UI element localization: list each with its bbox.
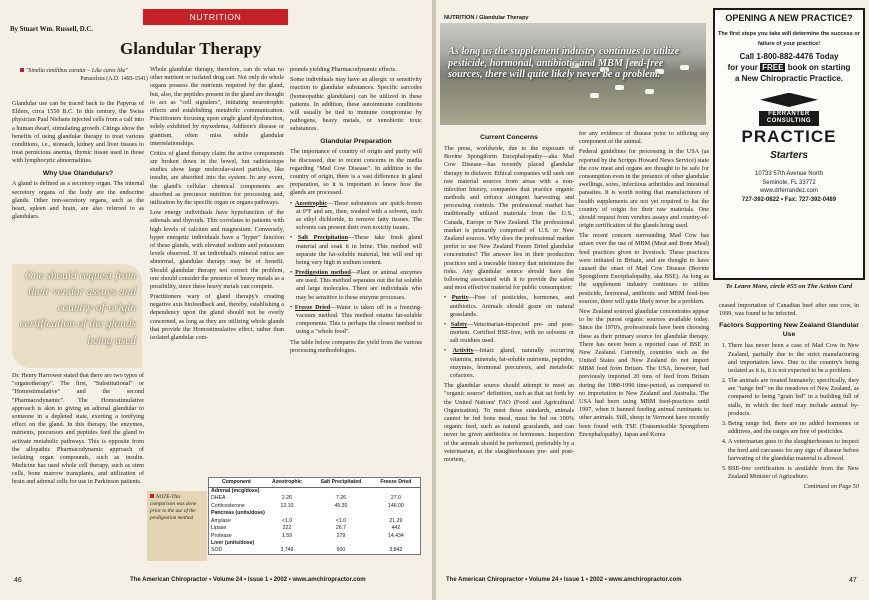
list-item: • Activity—Intact gland, naturally occurring vitamins, minerals, fat-soluble nutrients, peptides, enzymes, hormonal precursors, and metabolic cofactors. bbox=[444, 347, 575, 380]
paragraph: for any evidence of disease prior to utilizing any component of the animal. bbox=[579, 130, 709, 146]
paragraph: Critics of gland therapy claim the active components are broken down in the bowel, but radioisotope studies show large molecular-sized particles, like insulin, are absorbed into the system. In any event, the gland's cellular chemical components are absorbed as precursor nutrition for processing and, utilization by the specific organ or organs pathways. bbox=[150, 149, 284, 206]
practice-starters-ad[interactable] bbox=[713, 8, 865, 280]
paragraph: Low energy individuals have hypofunction of the adrenals and thyroids. This correlates to patients with high levels of calcium and magnesium. Conversely, hyper energetic individuals have a "hyper" function of these glands, with elevated sodium and potassium levels observed. If an individual's mineral ratios are abnormal, glandular therapy may be of benefit. Should glandular therapy not correct the problem, one should consider the presence of heavy metals as a possibility, since these heavy metals can compete. bbox=[150, 209, 284, 290]
list-item: • Predigestion method—Plant or animal enzymes are used. This method separates out the fat soluble and large molecules. There are individuals who may be sensitive to these enzyme processes. bbox=[290, 269, 422, 301]
column-2 bbox=[150, 66, 284, 344]
table-section-row: Adrenal (mcg/dose) bbox=[211, 487, 260, 494]
paragraph: Practitioners wary of gland therapy's creating negative axis biofeedback and, thereby, establishing a dependency upon the gland should not be overly concerned, as long as they are utilizing whole glands that provide the Homostimulative effect, rather than isolated glandular com- bbox=[150, 293, 284, 341]
paragraph: The importance of country of origin and purity will be discussed, due to recent concerns in the media regarding "Mad Cow Disease". In addition to the country of origin, there is a vast difference in gland preparation, so it is important to know how the glands are processed. bbox=[290, 148, 422, 197]
list-item: 2. The animals are treated humanely; specifically, they are "range fed" on the meadows of New Zealand, as compared to being "grain fed" in a building full of stalls, in which the feed may include animal by-products. bbox=[728, 377, 859, 418]
paragraph: Dr. Henry Harrower stated that there are two types of "organotherapy". The first, "Substitutional" or "Homostimulative" and the second "Pharmacodynamic". The Homostimulative approach is akin to giving an adrenal glandular to someone in a depleted state, exerting a tonifying effect on the gland. In this therapy, the enzymes, nutrients, precursors and peptides feed the gland to activate metabolic pathways. This is opposite from the allopathic Pharmacodynamic approach of isolating organ compounds, such as insulin. Medicine has used whole cell therapy, such as stem cells, bone marrow transplants, and utilization of brain and adrenal cells for use in Parkinson patients. bbox=[12, 372, 144, 486]
column-1 bbox=[12, 100, 144, 223]
page-footer: The American Chiropractor • Volume 24 • Issue 1 • 2002 • www.amchiropractor.com bbox=[446, 577, 682, 583]
list-item: 5. BSE-free certification is available from the New Zealand Minister of Agriculture. bbox=[728, 465, 859, 481]
ad-website[interactable]: www.drferrandez.com bbox=[759, 188, 819, 195]
epigraph-text: "Similia similibus curatur – Like cures like" bbox=[26, 68, 128, 74]
preparation-methods-list bbox=[290, 200, 422, 337]
ad-subhead: The first steps you take will determine the success or failure of your practice! bbox=[717, 30, 861, 47]
paragraph: The press, worldwide, due to the exposure of Bovine Spongiform Encephalopathy—aka Mad Cow Disease—has recently placed glandular therapy in disfavor. Ethical companies will seek out raw material sources from areas with a non-infection history, companies that practice organic methods and enforce stringent harvesting and processing controls. The professional market has traditionally utilized materials from the U.S., Canada, Europe or New Zealand. The professional market is primarily comprised of U.S. or New Zealand sources. Why does the professional market prefer to use New Zealand Freeze Dried glandular concentrates? The answer lies in their production practices and a traceable history that minimizes the risks. Any glandular source should have the following associated with it to provide the safest and most effective material for public consumption: bbox=[444, 144, 574, 292]
page-number: 46 bbox=[14, 577, 22, 584]
bullet-square-icon bbox=[150, 494, 154, 498]
list-item: 4. A veterinarian goes to the slaughterhouses to inspect the herd and carcasses for any sign of disease before harvesting of the glandular material is allowed. bbox=[728, 438, 859, 463]
page-footer: The American Chiropractor • Volume 24 • Issue 1 • 2002 • www.amchiropractor.com bbox=[130, 577, 366, 583]
continued-note: Continued on Page 50 bbox=[803, 483, 859, 491]
column-3 bbox=[719, 302, 859, 494]
heading-current-concerns: Current Concerns bbox=[480, 134, 538, 141]
table-section-row: Liver (units/dose) bbox=[211, 540, 255, 547]
paragraph: Whole glandular therapy, therefore, can do what no other nutrient or isolated drug can. Not only do whole organs possess the nutrients required by the gland, but, also, the peptides present in the gland are thought to act as "cell signalers", initiating neurotrophic effects and establishing metabolic communication. Practitioners focusing upon single gland dysfunction, solely exhibited by myxedema, Addison's disease or giantism, often miss subtle glandular interrelationships. bbox=[150, 66, 284, 147]
factors-list bbox=[719, 342, 859, 481]
free-badge: FREE bbox=[762, 63, 784, 73]
bullet-square-icon bbox=[20, 68, 24, 72]
table-header: Salt Precipitated bbox=[310, 478, 372, 488]
page-number: 47 bbox=[849, 577, 857, 584]
column-2 bbox=[579, 130, 709, 441]
list-item: 1. There has never been a case of Mad Cow in New Zealand, partially due to the strict manufacturing and importation laws. Due to the country's being isolated as it is, it is not expected to be a problem. bbox=[728, 342, 859, 375]
table-header: Component bbox=[209, 478, 264, 488]
table-row: SOD 3,749 600 3,842 bbox=[211, 547, 403, 554]
table-row: Lipase 222 26.7 442 bbox=[211, 525, 401, 532]
column-1 bbox=[444, 130, 574, 466]
table-section-row: Pancreas (units/dose) bbox=[211, 510, 265, 517]
section-band: NUTRITION bbox=[143, 9, 288, 25]
epigraph bbox=[12, 68, 148, 83]
table-row: Protease 1.59 279 14,434 bbox=[211, 532, 404, 539]
byline: By Stuart Wm. Russell, D.C. bbox=[10, 26, 93, 33]
paragraph: pounds yielding Pharmacodynamic effects. bbox=[290, 66, 397, 73]
ad-address: 10733 57th Avenue North Seminole, FL 33772 www.drferrandez.com 727-392-0822 • Fax: 727-392-0489 bbox=[715, 170, 863, 205]
paragraph: Some individuals may have an allergic or sensitivity reaction to glandular substances. Specific sarcodes (homeopathic glandulars) can be utilized in these patients. In addition, these autoimmune conditions will usually be tied to immune compromise by pathogens, heavy metals, or xenobiotic toxic substances. bbox=[290, 76, 422, 133]
table-row: DHEA 2.26 7.26 27.0 bbox=[211, 495, 401, 502]
practice-starters-logo: FERRANTER CONSULTING PRACTICE Starters bbox=[729, 93, 849, 162]
list-item: • Purity—Free of pesticides, hormones, and antibiotics. Animals should graze on natural grasslands. bbox=[444, 294, 574, 318]
table-row: Amylase <1.0 <1.0 21.29 bbox=[211, 517, 403, 524]
right-page bbox=[436, 0, 869, 600]
paragraph: New Zealand sourced glandular concentrates appear to be the purest organic sources available today. Since the 1970's, professionals have been choosing these as their primary source for glandular therapy. There has never been a reported case of BSE in New Zealand. Currently, countries such as the United States and New Zealand do not import MBM feed from Britain. The USA, however, had previously imported 20 tons of feed from Britain during the 1988-1996 time-period, as compared to no importation to New Zealand and Australia. The USA had been using MBM feed-practices until 1997, when it banned feeding animal ruminants to other animals. Still, sheep in Vermont have recently been found with TSE (Transmissible Spongiform Encephalopathy). Japan and Korea bbox=[579, 307, 709, 438]
paragraph: The table below compares the yield from the various processing methodologies. bbox=[290, 338, 422, 354]
column-3 bbox=[290, 66, 422, 357]
paragraph: Federal guidelines for processing in the USA (as reported by the Scripps Howard News Service) state the cow meat and organs are thought to be safe for consumption even in the presence of other glandular swellings, sores, infectious arthritides and intestinal parasites. It is worth noting that manufacturers of health supplements are not yet required to list the country of origin for their raw materials. One should request from vendors assays and country-of-origin certification of the glands being used. bbox=[579, 148, 709, 230]
running-header: NUTRITION / Glandular Therapy bbox=[444, 15, 529, 21]
heading-why-use: Why Use Glandulars? bbox=[42, 169, 114, 177]
list-item: • Salt Precipitation—These take fresh gland material and soak it in brine. This method will separate the fat-soluble material, but will end up being very high in sodium content. bbox=[290, 234, 423, 266]
table-row: Corticosterone 12.10 45.30 146.00 bbox=[211, 502, 404, 509]
paragraph: A gland is defined as a secretory organ. The internal secretory organs of the body are the endocrine glands. Other non-secretory organs, such as the heart, spleen and brain, are also referred to as glandulars. bbox=[12, 180, 144, 221]
heading-factors: Factors Supporting New Zealand Glandular Use bbox=[719, 322, 859, 339]
pull-quote: One should request from their vendor assays and country-of-origin certification of the glands being used bbox=[12, 264, 142, 368]
ad-call: Call 1-800-882-4476 Today for your FREE book on starting a New Chiropractic Practice. bbox=[727, 52, 851, 84]
paragraph: The glandular source should attempt to meet an "organic source" definition, such as that set forth by the United Nations' FAO (Food and Agricultural Organization). To meet these standards, animals cannot be fed bone meal, must be fed on 100% organic feed, such as natural grasslands, and can never be given antibiotics or hormones. Inspection of the animals should be performed, preferably by a veterinarian, at the slaughterhouses pre- and post-mortem, bbox=[444, 382, 574, 463]
list-item: • Freeze Dried—Water is taken off in a freezing-vacuum method. This method retains fat-soluble components. This is perhaps the closest method to using a "whole food". bbox=[290, 303, 422, 336]
list-item: • Safety—Veterinarian-inspected pre- and post-mortem. Certified BSE-free, with no solvents or salt residues used. bbox=[444, 320, 574, 345]
source-criteria-list bbox=[444, 294, 574, 380]
table-note: NOTE-This comparison was done prior to the use of the predigestion method bbox=[147, 491, 207, 561]
table-header: Azeotrophic bbox=[264, 478, 310, 488]
graduation-cap-icon bbox=[760, 93, 818, 111]
paragraph: The recent concern surrounding Mad Cow has arisen over the use of MBM (Meat and Bone Meal) feed practices given to livestock. These practices were initiated in Britain, and are thought to have caused the onset of Mad Cow Disease (Bovine Spongiform Encephalopathy, aka BSE). As long as the supplement industry continues to utilize pesticide, hormonal, antibiotic and MBM feed-free sources, there will quite likely never be a problem. bbox=[579, 232, 709, 305]
photo-caption: As long as the supplement industry continues to utilize pesticide, hormonal, antibiotic and MBM feed-free sources, there will quite likely never be a problem. bbox=[448, 46, 680, 81]
table-header: Freeze Dried bbox=[372, 478, 421, 488]
list-item: 3. Being range fed, there are no added hormones or additives, and the ranges are free of pesticides. bbox=[728, 420, 859, 436]
paragraph: ceased importation of Canadian beef after one cow, in 1999, was found to be infected. bbox=[719, 302, 859, 318]
column-1-lower bbox=[12, 372, 144, 489]
learn-more-note: To Learn More, circle #55 on The Action Card bbox=[725, 283, 853, 290]
list-item: • Azeotrophic—These substances are quick-frozen at 0°F and are, then, washed with a solvent, such as ethyl dichloride, to remove fatty tissues. The solvents can present their own toxicity issues. bbox=[290, 199, 422, 232]
ad-headline: OPENING A NEW PRACTICE? bbox=[725, 13, 853, 23]
heading-glandular-preparation: Glandular Preparation bbox=[320, 137, 392, 145]
comparison-table bbox=[208, 477, 421, 555]
intro-paragraph: Glandular use can be traced back to the Papyrus of Elders, circa 1550 B.C. In this century, the Swiss physician Paul Niehans injected cells from a calf into a human dwarf, stimulating growth. Citings show the benefits of using glandular therapy to treat various conditions, i.e., stomach, kidney and liver tissues to treat pernicious anemia, thymic tissue used in those with lymphocytic abnormalities. bbox=[12, 100, 144, 165]
left-page bbox=[0, 0, 432, 600]
article-title: Glandular Therapy bbox=[120, 39, 262, 58]
epigraph-attribution: Paracelsus (A.D. 1493-1541) bbox=[80, 75, 148, 82]
